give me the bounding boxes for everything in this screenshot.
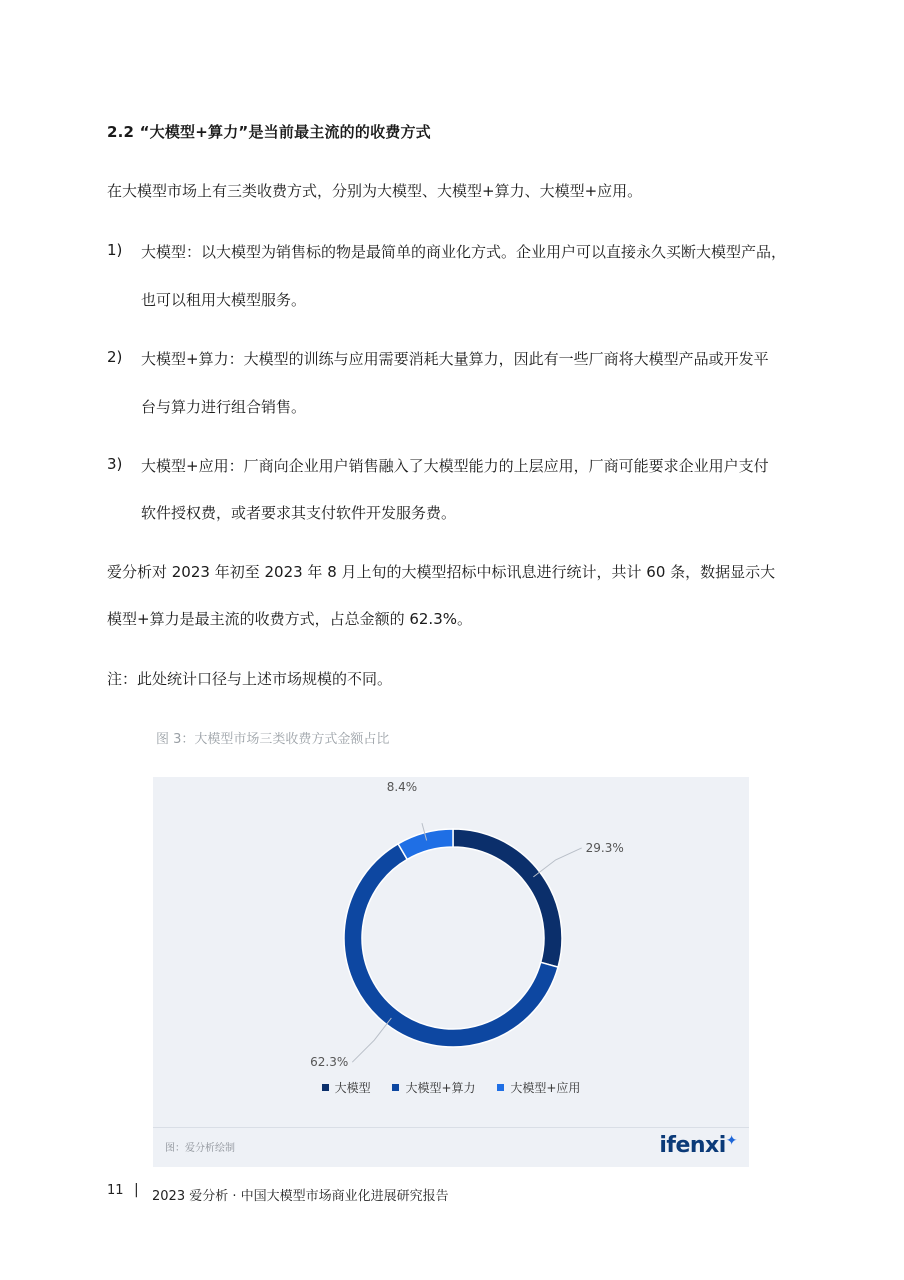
list-item-text: 大模型+应用：厂商向企业用户销售融入了大模型能力的上层应用，厂商可能要求企业用户支付 xyxy=(141,457,769,475)
legend-item xyxy=(392,1079,475,1096)
list-item-text: 也可以租用大模型服务。 xyxy=(141,291,307,309)
footer-separator: | xyxy=(134,1182,139,1198)
note-text: 注：此处统计口径与上述市场规模的不同。 xyxy=(107,670,393,688)
source-note: 图：爱分析绘制 xyxy=(165,1143,235,1154)
section-heading: 2.2 “大模型+算力”是当前最主流的的收费方式 xyxy=(107,123,431,141)
chart-legend xyxy=(153,1079,749,1096)
list-item-text: 软件授权费，或者要求其支付软件开发服务费。 xyxy=(141,504,457,522)
logo-text: ifenxi xyxy=(659,1133,726,1158)
legend-item xyxy=(322,1079,371,1096)
legend-swatch xyxy=(322,1084,329,1091)
legend-label: 大模型+应用 xyxy=(510,1081,581,1095)
legend-swatch xyxy=(497,1084,504,1091)
list-item-number: 2) xyxy=(107,348,123,366)
footer-report-title: 2023 爱分析 · 中国大模型市场商业化进展研究报告 xyxy=(152,1189,449,1204)
legend-item xyxy=(497,1079,580,1096)
legend-label: 大模型 xyxy=(334,1081,371,1095)
figure-caption: 图 3：大模型市场三类收费方式金额占比 xyxy=(156,732,390,747)
legend-swatch xyxy=(392,1084,399,1091)
logo-spark-icon: ✦ xyxy=(725,1133,737,1149)
list-item-number: 3) xyxy=(107,455,123,473)
donut-slice xyxy=(398,829,453,859)
stats-paragraph-line: 爱分析对 2023 年初至 2023 年 8 月上旬的大模型招标中标讯息进行统计，共计 60 条，数据显示大 xyxy=(107,563,776,581)
data-label: 29.3% xyxy=(585,840,624,855)
divider xyxy=(153,1127,749,1128)
list-item-text: 大模型+算力：大模型的训练与应用需要消耗大量算力，因此有一些厂商将大模型产品或开发平 xyxy=(141,350,769,368)
donut-slice xyxy=(453,829,562,967)
list-item-text: 大模型：以大模型为销售标的物是最简单的商业化方式。企业用户可以直接永久买断大模型产品， xyxy=(141,243,787,261)
ifenxi-logo xyxy=(659,1133,737,1158)
intro-paragraph: 在大模型市场上有三类收费方式，分别为大模型、大模型+算力、大模型+应用。 xyxy=(107,182,643,200)
list-item-number: 1) xyxy=(107,241,123,259)
leader-line xyxy=(352,1018,391,1062)
chart-panel xyxy=(153,777,749,1167)
donut-chart xyxy=(153,777,749,1077)
stats-paragraph-line: 模型+算力是最主流的收费方式，占总金额的 62.3%。 xyxy=(107,610,472,628)
page-number: 11 xyxy=(107,1183,124,1198)
data-label: 8.4% xyxy=(386,780,418,795)
legend-label: 大模型+算力 xyxy=(405,1081,476,1095)
list-item-text: 台与算力进行组合销售。 xyxy=(141,398,307,416)
data-label: 62.3% xyxy=(310,1055,349,1070)
